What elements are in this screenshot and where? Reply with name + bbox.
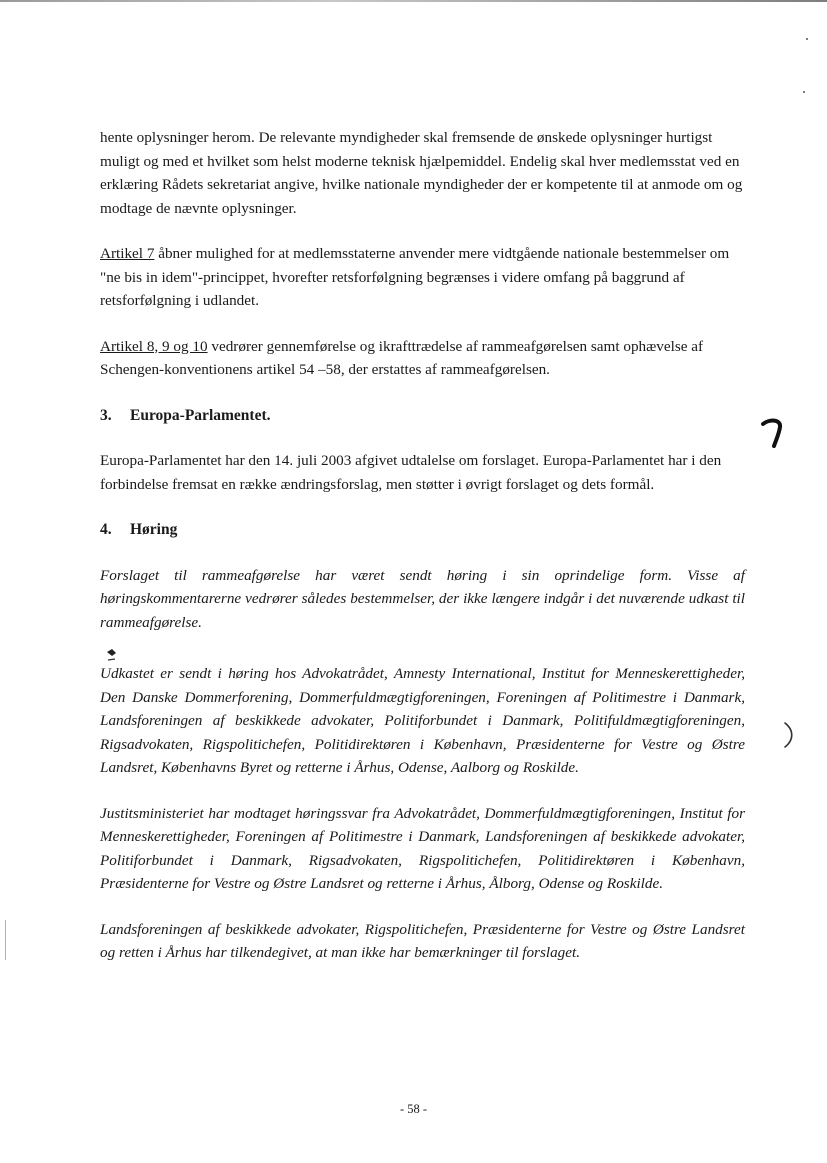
stray-scan-mark — [105, 647, 119, 663]
paragraph-oplysninger: hente oplysninger herom. De relevante myndigheder skal fremsende de ønskede oplysninger hurtigst muligt og med et hvilket som helst moderne teknisk hjælpemiddel. Endelig skal hver medlemsstat ved en erklæring Rådets sekretariat angive, hvilke nationale myndigheder der er kompetente til at anmode om og modtage de nævnte oplysninger. — [100, 129, 743, 217]
article-7-reference: Artikel 7 — [100, 245, 155, 262]
document-page — [100, 126, 745, 987]
section-3-number: 3. — [100, 406, 112, 424]
article-8-9-10-reference: Artikel 8, 9 og 10 — [100, 337, 208, 355]
paragraph-artikel-7 — [100, 242, 745, 313]
paragraph-europa-parlamentet: Europa-Parlamentet har den 14. juli 2003 afgivet udtalelse om forslaget. Europa-Parlamentet har i den forbindelse fremsat en række ændringsforslag, men støtter i øvrigt forslaget og dets formål. — [100, 452, 722, 493]
section-3-heading — [100, 404, 745, 428]
scan-speck — [806, 38, 808, 40]
paragraph-artikel-8-9-10 — [100, 335, 745, 382]
hook-scan-mark — [760, 418, 784, 448]
section-4-title: Høring — [130, 521, 178, 538]
section-3-title: Europa-Parlamentet. — [130, 406, 271, 424]
scan-left-edge-mark — [5, 920, 6, 960]
section-4-heading — [100, 518, 745, 542]
parenthesis-scan-mark — [782, 720, 796, 750]
paragraph-hoering-recipients: Udkastet er sendt i høring hos Advokatrådet, Amnesty International, Institut for Menneskerettigheder, Den Danske Dommerforening, Dommerfuldmægtigforeningen, Foreningen af Politimestre i Danmark, Landsforeningen af beskikkede advokater, Politiforbundet i Danmark, Politifuldmægtigforeningen, Rigsadvokaten, Rigspolitichefen, Politidirektøren i København, Præsidenterne for Vestre og Østre Landsret, Københavns Byret og retterne i Århus, Odense, Aalborg og Roskilde. — [100, 665, 745, 776]
section-4-number: 4. — [100, 521, 112, 538]
scan-speck — [803, 91, 805, 93]
article-7-text: åbner mulighed for at medlemsstaterne anvender mere vidtgående nationale bestemmelser om "ne bis in idem"-princippet, hvorefter retsforfølgning begrænses i videre omfang på baggrund af retsforfølgning i udlandet. — [100, 245, 730, 309]
paragraph-hoeringssvar: Justitsministeriet har modtaget høringssvar fra Advokatrådet, Dommerfuldmægtigforeningen, Institut for Menneskerettigheder, Foreningen af Politimestre i Danmark, Landsforeningen af beskikkede advokater, Politiforbundet i Danmark, Rigsadvokaten, Rigspolitichefen, Politidirektøren i København, Præsidenterne for Vestre og Østre Landsret og retterne i Århus, Ålborg, Odense og Roskilde. — [100, 804, 745, 892]
paragraph-ingen-bemaerkninger: Landsforeningen af beskikkede advokater, Rigspolitichefen, Præsidenterne for Vestre og Østre Landsret og retten i Århus har tilkendegivet, at man ikke har bemærkninger til forslaget. — [100, 920, 745, 961]
paragraph-hoering-intro: Forslaget til rammeafgørelse har været sendt høring i sin oprindelige form. Visse af høringskommentarerne vedrører således bestemmelser, der ikke længere indgår i det nuværende udkast til rammeafgørelse. — [100, 566, 745, 631]
scan-top-edge — [0, 0, 827, 2]
article-8-9-10-text: vedrører gennemførelse og ikrafttrædelse af rammeafgørelsen samt ophævelse af Schengen-konventionens artikel 54 –58, der erstattes af rammeafgørelsen. — [100, 337, 704, 378]
page-number: - 58 - — [399, 1102, 428, 1116]
